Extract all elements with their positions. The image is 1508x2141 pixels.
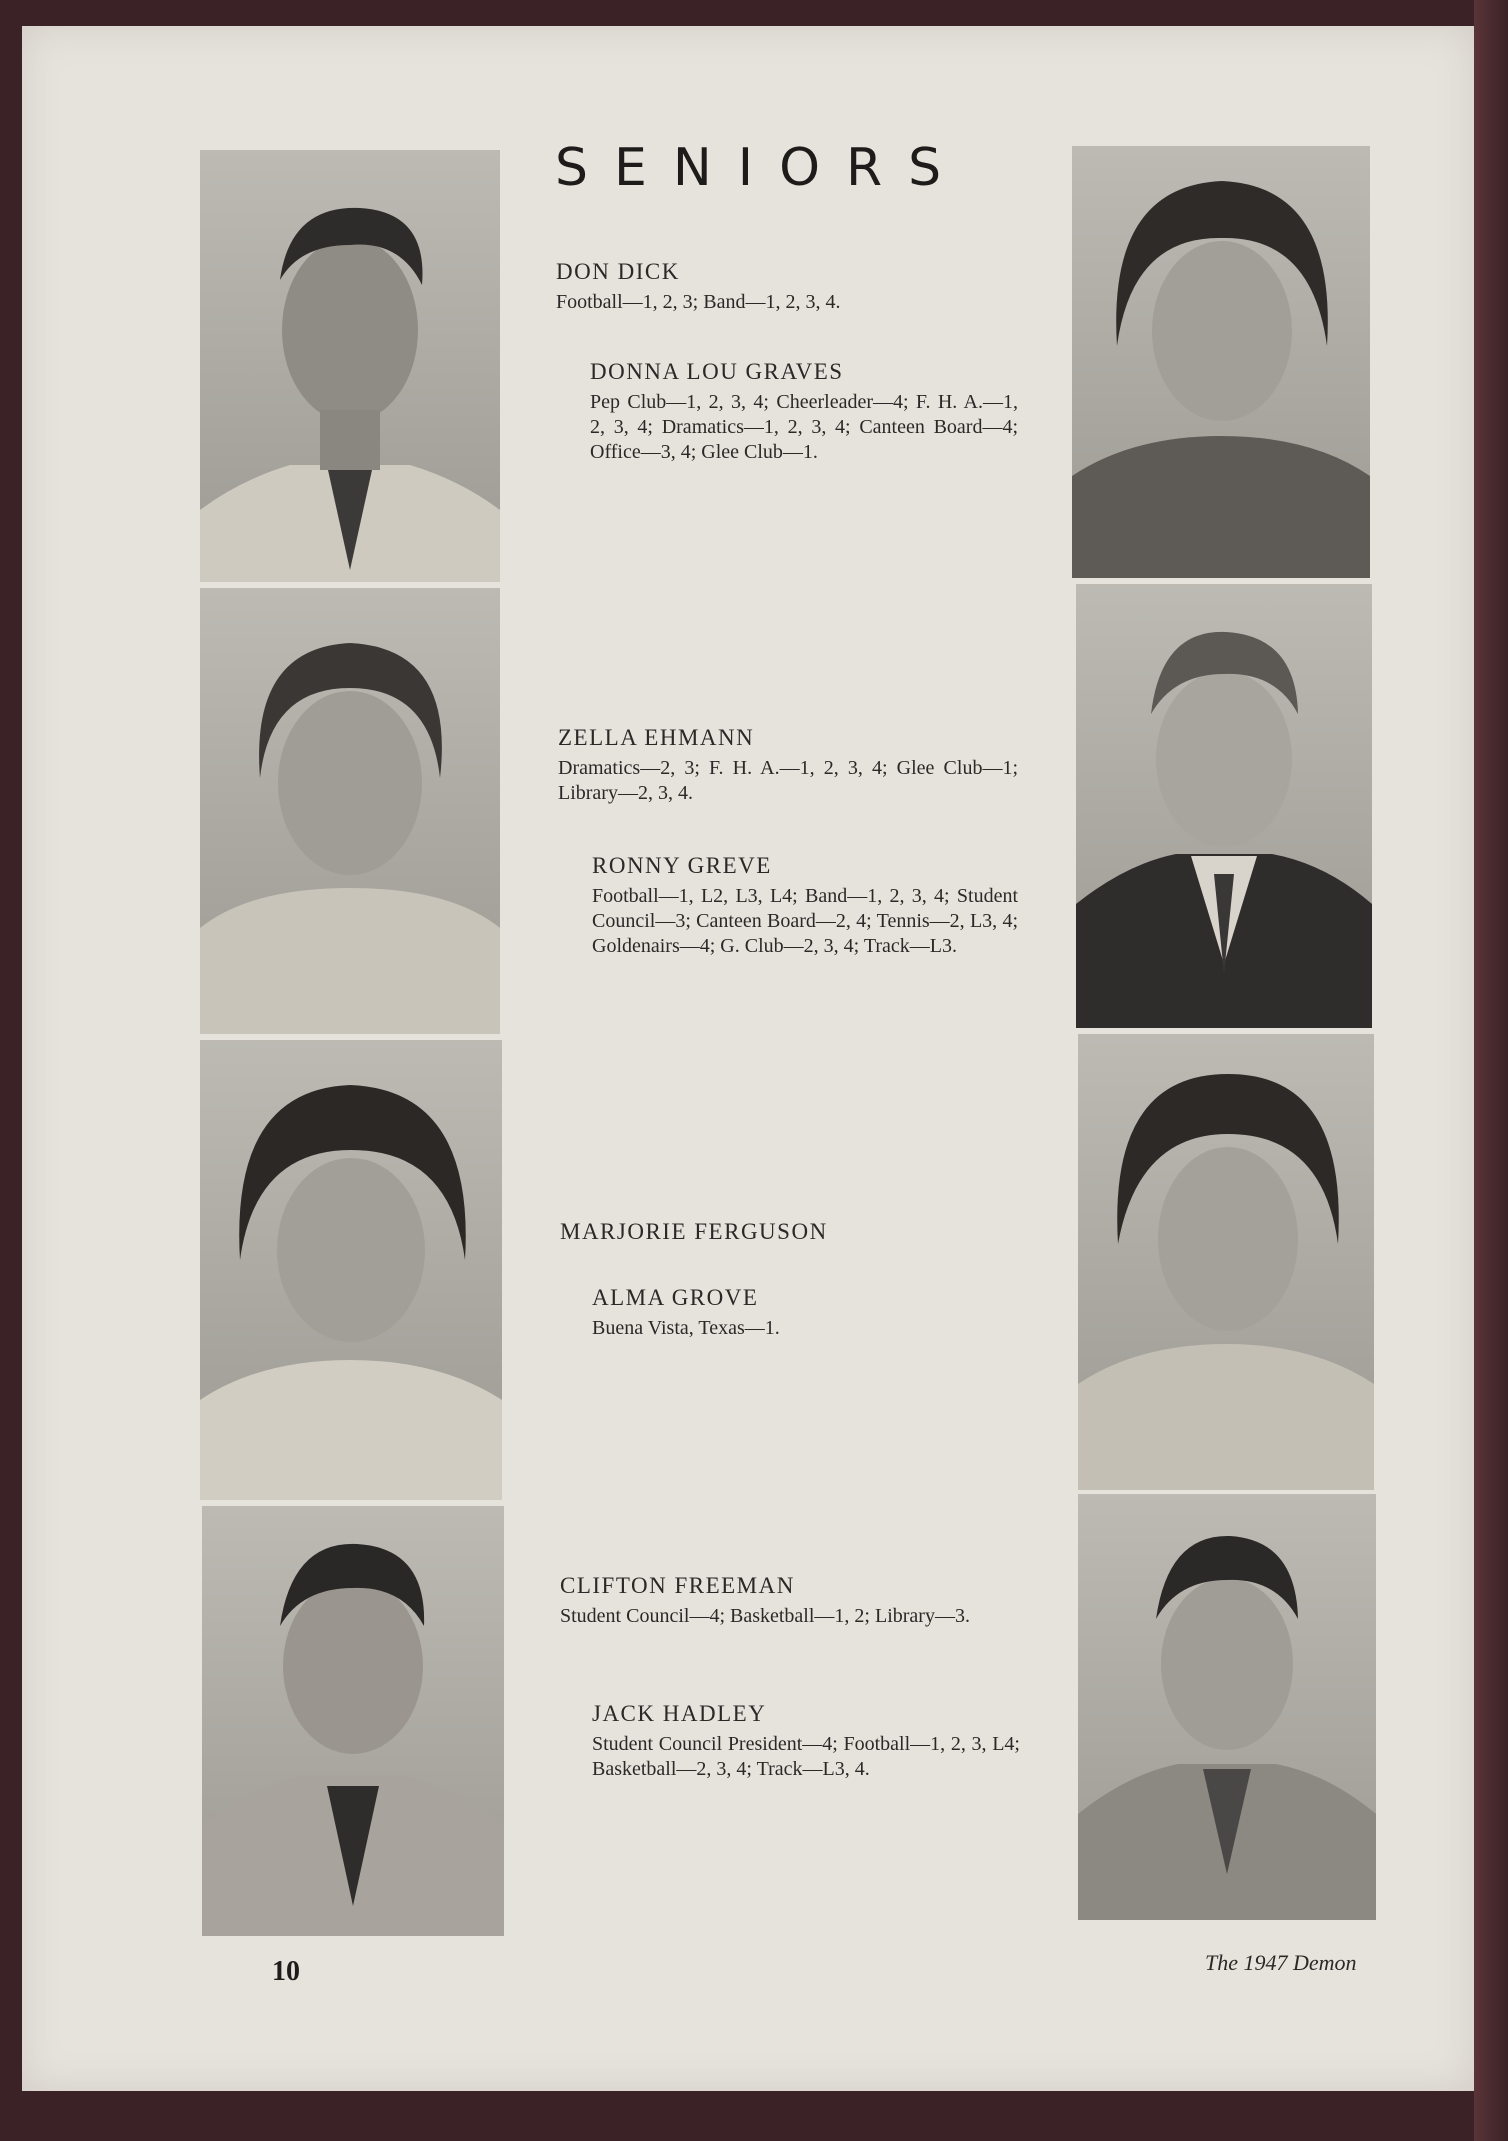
senior-name: CLIFTON FREEMAN — [560, 1573, 795, 1598]
portrait-don-dick — [200, 150, 500, 582]
portrait-clifton-freeman — [202, 1506, 504, 1936]
senior-name: MARJORIE FERGUSON — [560, 1219, 828, 1244]
page-title: SENIORS — [555, 138, 968, 198]
senior-name: RONNY GREVE — [592, 853, 772, 878]
senior-name: ALMA GROVE — [592, 1285, 759, 1310]
page-number: 10 — [272, 1956, 300, 1987]
senior-name: DONNA LOU GRAVES — [590, 359, 844, 384]
senior-activities: Pep Club—1, 2, 3, 4; Cheerleader—4; F. H. A.—1, 2, 3, 4; Dramatics—1, 2, 3, 4; Canteen Board—4; Office—3, 4; Glee Club—1. — [590, 391, 1018, 463]
senior-entry — [592, 1700, 1020, 1782]
portrait-ronny-greve — [1076, 584, 1372, 1028]
portrait-donna-lou-graves — [1072, 146, 1370, 578]
senior-activities: Dramatics—2, 3; F. H. A.—1, 2, 3, 4; Glee Club—1; Library—2, 3, 4. — [558, 757, 1018, 804]
senior-activities: Buena Vista, Texas—1. — [592, 1317, 780, 1339]
senior-entry — [560, 1218, 1020, 1250]
portrait-marjorie-ferguson — [200, 1040, 502, 1500]
senior-entry — [592, 852, 1018, 959]
senior-entry — [556, 258, 1016, 315]
senior-activities: Student Council—4; Basketball—1, 2; Library—3. — [560, 1605, 970, 1627]
senior-entry — [560, 1572, 1018, 1629]
senior-entry — [592, 1284, 1018, 1341]
senior-activities: Football—1, L2, L3, L4; Band—1, 2, 3, 4; Student Council—3; Canteen Board—2, 4; Tennis—2, L3, 4; Goldenairs—4; G. Club—2, 3, 4; Track—L3. — [592, 885, 1018, 957]
book-cover-edge — [1474, 0, 1508, 2141]
portrait-alma-grove — [1078, 1034, 1374, 1490]
portrait-jack-hadley — [1078, 1494, 1376, 1920]
publication-title: The 1947 Demon — [1205, 1950, 1357, 1975]
senior-entry — [558, 724, 1018, 806]
senior-activities: Football—1, 2, 3; Band—1, 2, 3, 4. — [556, 291, 841, 313]
portrait-zella-ehmann — [200, 588, 500, 1034]
senior-name: JACK HADLEY — [592, 1701, 767, 1726]
senior-entry — [590, 358, 1018, 465]
senior-name: ZELLA EHMANN — [558, 725, 755, 750]
senior-activities: Student Council President—4; Football—1, 2, 3, L4; Basketball—2, 3, 4; Track—L3, 4. — [592, 1733, 1020, 1780]
senior-name: DON DICK — [556, 259, 680, 284]
